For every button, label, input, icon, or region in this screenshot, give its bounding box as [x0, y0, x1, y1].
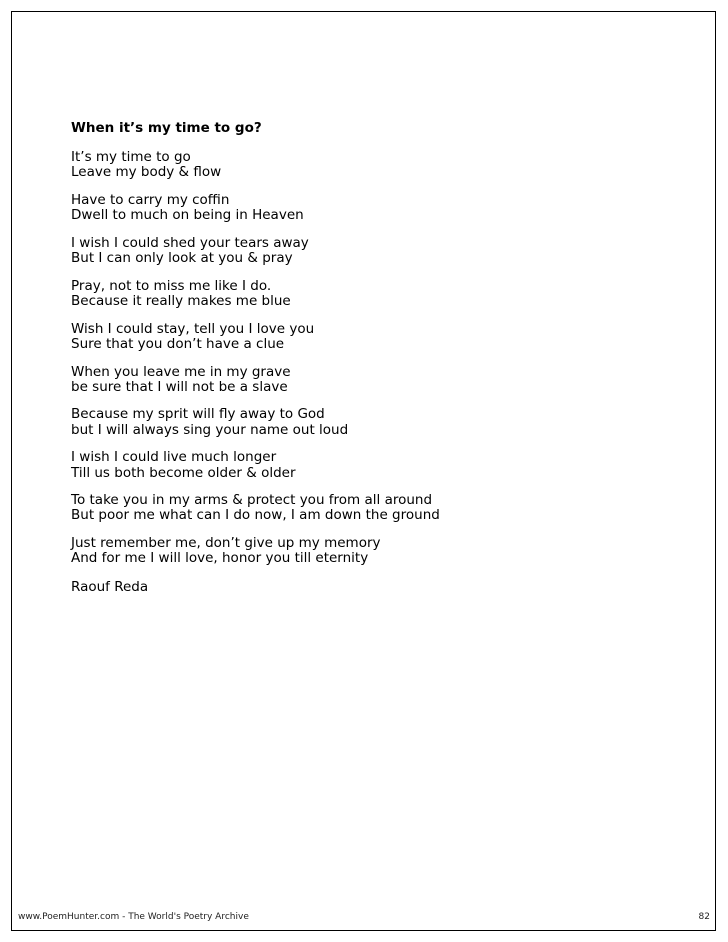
- poem-title: When it’s my time to go?: [71, 120, 262, 136]
- poem-line: It’s my time to go: [71, 149, 191, 165]
- poem-line: And for me I will love, honor you till eternity: [71, 550, 369, 567]
- poem-line: be sure that I will not be a slave: [71, 378, 288, 395]
- stanza-9: [71, 493, 671, 523]
- stanza-3: [71, 236, 671, 266]
- poem-line: I wish I could shed your tears away: [71, 234, 309, 251]
- poem-line: I wish I could live much longer: [71, 449, 277, 466]
- poem-line: But I can only look at you & pray: [71, 250, 293, 267]
- stanza-6: [71, 365, 671, 395]
- poem-line: Pray, not to miss me like I do.: [71, 277, 272, 294]
- poem-line: When you leave me in my grave: [71, 363, 291, 380]
- stanza-8: [71, 450, 671, 480]
- poem-line: Just remember me, don’t give up my memory: [71, 535, 381, 552]
- poem-line: But poor me what can I do now, I am down the ground: [71, 507, 440, 524]
- poem: [71, 120, 671, 595]
- footer-source: www.PoemHunter.com - The World's Poetry Archive: [18, 912, 249, 922]
- stanza-5: [71, 322, 671, 352]
- stanza-2: [71, 193, 671, 223]
- poem-author: Raouf Reda: [71, 579, 149, 596]
- poem-line: Wish I could stay, tell you I love you: [71, 320, 315, 337]
- poem-line: Because it really makes me blue: [71, 292, 291, 309]
- poem-line: Dwell to much on being in Heaven: [71, 207, 304, 224]
- poem-line: Till us both become older & older: [71, 464, 296, 481]
- poem-line: Leave my body & flow: [71, 164, 222, 181]
- stanza-1: [71, 150, 671, 180]
- stanza-4: [71, 279, 671, 309]
- page-number: 82: [698, 912, 710, 922]
- poem-line: Because my sprit will fly away to God: [71, 406, 325, 423]
- stanza-10: [71, 536, 671, 566]
- poem-line: Sure that you don’t have a clue: [71, 335, 285, 352]
- stanza-7: [71, 407, 671, 437]
- poem-line: but I will always sing your name out loud: [71, 421, 349, 438]
- poem-line: Have to carry my coffin: [71, 191, 230, 208]
- poem-line: To take you in my arms & protect you from all around: [71, 492, 433, 509]
